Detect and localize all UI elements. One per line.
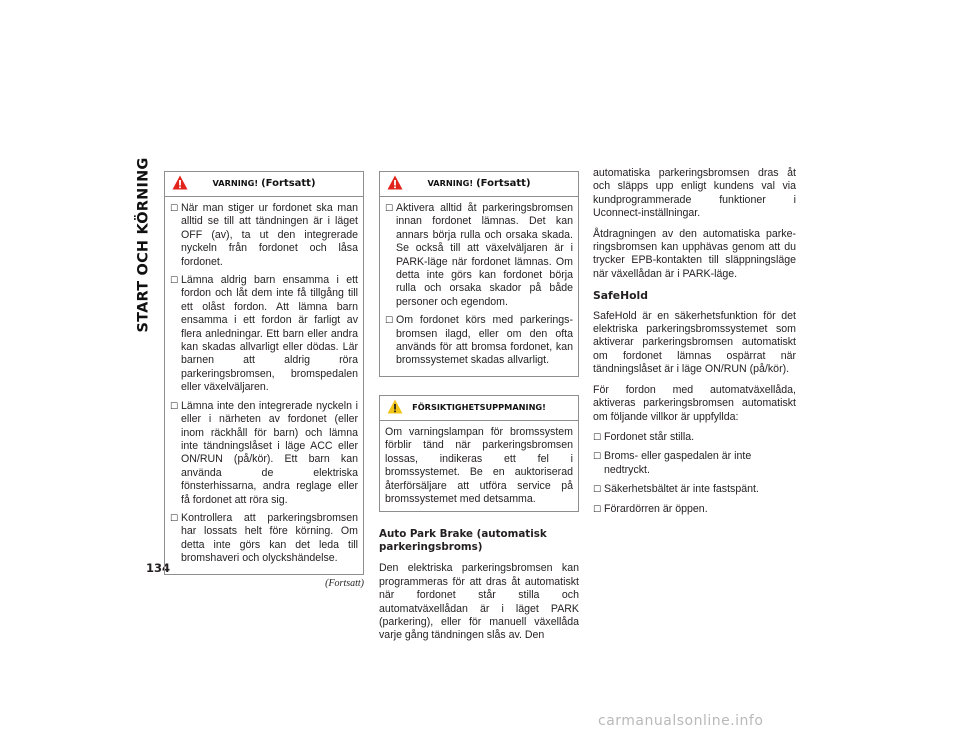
page-number: 134	[146, 561, 171, 575]
warning-box-2	[379, 171, 579, 377]
column-1	[164, 171, 364, 590]
auto-park-text: Den elektriska parkeringsbromsen kan programmeras för att dras åt automatiskt när fordonet står stilla och automatväxellådan är i läget PARK (parkering), eller för manuell växellåda varje gång tändningen slås av. Den	[379, 562, 579, 642]
warning-title-continued: (Fortsatt)	[261, 178, 316, 190]
condition-item	[593, 503, 796, 516]
warning-item	[170, 274, 358, 395]
square-bullet-icon: ☐	[170, 400, 179, 411]
warning-title: VARNING!	[427, 178, 474, 189]
condition-text: Fordonet står stilla.	[604, 430, 695, 443]
warning-box-1	[164, 171, 364, 575]
warning-item	[385, 202, 573, 309]
condition-item	[593, 483, 796, 496]
warning-item-text: Om fordonet körs med parkeringsbromsen ilagd, eller om den ofta används för att bromsa fordonet, kan bromssystemet skadas allvarligt.	[396, 314, 573, 367]
caution-box-body	[380, 421, 578, 511]
warning-item	[170, 400, 358, 507]
square-bullet-icon: ☐	[593, 431, 602, 442]
square-bullet-icon: ☐	[385, 315, 394, 326]
warning-item-text: Kontrollera att parkeringsbromsen har lossats helt före körning. Om detta inte görs kan det leda till bromshaveri och olyckshändelse.	[181, 511, 358, 565]
square-bullet-icon: ☐	[170, 275, 179, 286]
condition-text: Förardörren är öppen.	[604, 502, 708, 515]
warning-item	[385, 314, 573, 368]
caution-text: Om varningslampan för bromssystem förblir tänd när parkeringsbromsen lossas, indikeras ett fel i bromssystemet. Be en auktoriserad återförsäljare att utföra service på bromssystemet med detsamma.	[385, 425, 573, 505]
column-2	[379, 171, 579, 650]
caution-box	[379, 395, 579, 512]
warning-item-text: Lämna aldrig barn ensamma i ett fordon och låt dem inte få tillgång till ett olåst fordon. Att lämna barn ensamma i ett fordon är farligt av flera anledningar. Ett barn eller andra kan skadas allvarligt eller dödas. Lär barnen att aldrig röra parkeringsbromsen, bromspedalen eller växelväljaren.	[181, 274, 358, 394]
square-bullet-icon: ☐	[170, 203, 179, 213]
square-bullet-icon: ☐	[593, 484, 602, 495]
paragraph: För fordon med automatväxellåda, aktiveras parkeringsbromsen automatiskt om följande villkor är uppfyllda:	[593, 383, 796, 423]
warning-item	[170, 202, 358, 269]
paragraph: SafeHold är en säkerhetsfunktion för det elektriska parkeringsbromssystemet som aktiverar parkeringsbromsen automatiskt om fordonet lämnas ospärrat när tändningslåset är i läge ON/RUN (på/kör).	[593, 309, 796, 376]
condition-text: Säkerhetsbältet är inte fastspänt.	[604, 483, 759, 496]
warning-box-body	[380, 197, 578, 376]
warning-title-continued: (Fortsatt)	[476, 178, 531, 190]
column-3	[593, 167, 796, 522]
section-tab	[128, 157, 160, 333]
warning-triangle-icon	[172, 175, 188, 190]
warning-box-header	[380, 172, 578, 197]
condition-item	[593, 431, 796, 444]
warning-title: VARNING!	[212, 178, 259, 189]
auto-park-heading: Auto Park Brake (automatisk parkeringsbroms)	[379, 528, 547, 554]
square-bullet-icon: ☐	[593, 451, 602, 462]
warning-item-text: Lämna inte den integrerade nyckeln i eller i närheten av fordonet (eller inom räckhåll för barn) och lämna inte tändningslåset i läge ACC eller ON/RUN (på/kör). Ett barn kan använda de elektriska fönsterhissarna, andra reglage eller få fordonet att röra sig.	[181, 399, 358, 506]
warning-item-text: När man stiger ur fordonet ska man alltid se till att tändningen är i läget OFF (av), ta ut den integrerade nyckeln från fordonet och låsa fordonet.	[181, 202, 358, 268]
section-tab-label: START OCH KÖRNING	[136, 157, 153, 333]
watermark: carmanualsonline.info	[598, 713, 764, 729]
warning-box-header	[165, 172, 363, 197]
caution-box-header	[380, 396, 578, 421]
warning-item-text: Aktivera alltid åt parkeringsbromsen innan fordonet lämnas. Det kan annars börja rulla och orsaka skada. Se också till att växelväljaren är i PARK-läge när fordonet lämnas. Om detta inte görs kan fordonet börja rulla och orsaka skador på både personer och egendom.	[396, 202, 573, 308]
warning-triangle-icon	[387, 175, 403, 190]
warning-item	[170, 512, 358, 566]
square-bullet-icon: ☐	[593, 503, 602, 514]
square-bullet-icon: ☐	[170, 512, 179, 523]
square-bullet-icon: ☐	[385, 203, 394, 213]
caution-triangle-icon	[387, 399, 403, 414]
warning-box-body	[165, 197, 363, 574]
caution-title: FÖRSIKTIGHETSUPPMANING!	[412, 402, 546, 413]
continued-note: (Fortsatt)	[325, 577, 364, 589]
condition-item	[593, 450, 796, 477]
paragraph: automatiska parkeringsbromsen dras åt och släpps upp enligt kundens val via kundprogrammerade funktioner i Uconnect-inställningar.	[593, 167, 796, 220]
condition-text: Broms- eller gaspedalen är inte nedtryckt.	[604, 450, 752, 476]
paragraph: Åtdragningen av den automatiska parkeringsbromsen kan upphävas genom att du trycker EPB-kontakten till släppningsläge när växellådan är i PARK-läge.	[593, 227, 796, 280]
safehold-heading: SafeHold	[593, 289, 648, 303]
